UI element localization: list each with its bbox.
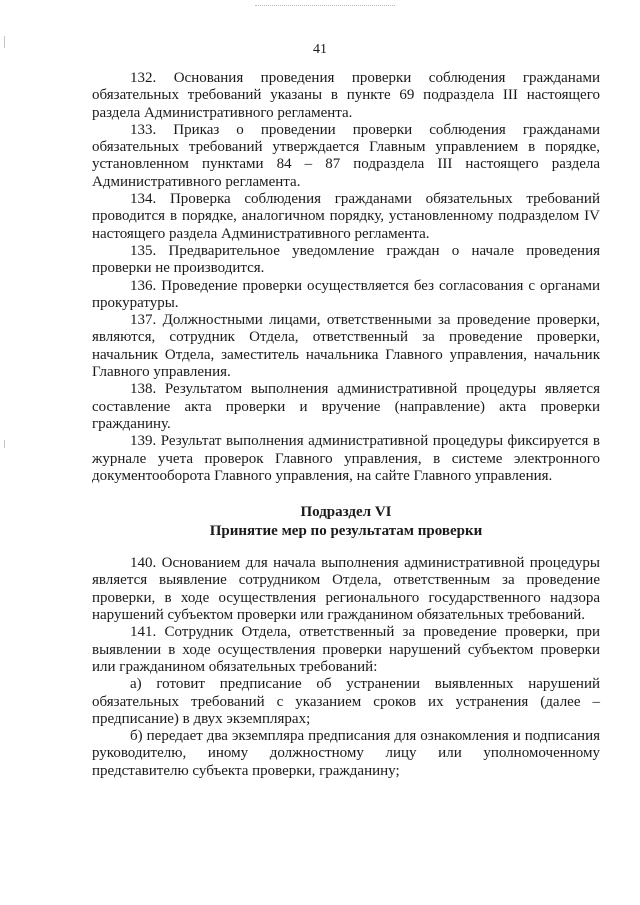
scan-artifact-top [255,5,395,8]
subsection-number: Подраздел VI [300,504,392,521]
scan-edge-mark [4,440,5,448]
subsection-heading [92,503,600,541]
paragraph-138: 138. Результатом выполнения административной процедуры является составление акта проверки и вручение (направление) акта проверки гражданину. [92,381,600,432]
paragraph-139: 139. Результат выполнения административной процедуры фиксируется в журнале учета проверок Главного управления, в системе электронного документооборота Главного управления, на сайте Главного управления. [92,433,600,484]
paragraph-136: 136. Проведение проверки осуществляется без согласования с органами прокуратуры. [92,277,600,311]
paragraph-140: 140. Основанием для начала выполнения административной процедуры является выявление сотрудником Отдела, ответственным за проведение проверки, в ходе осуществления регионального государственного надзора нарушений субъектом проверки или гражданином обязательных требований. [92,555,600,624]
paragraph-134: 134. Проверка соблюдения гражданами обязательных требований проводится в порядке, аналогичном порядку, установленному подразделом IV настоящего раздела Административного регламента. [92,191,600,242]
subsection-title: Принятие мер по результатам проверки [209,523,483,540]
paragraph-133: 133. Приказ о проведении проверки соблюдения гражданами обязательных требований утверждается Главным управлением в порядке, установленном пунктами 84 – 87 подраздела III настоящего раздела Административного регламента. [92,121,600,190]
paragraph-137: 137. Должностными лицами, ответственными за проведение проверки, являются, сотрудник Отдела, ответственный за проведение проверки, начальник Отдела, заместитель начальника Главного управления, начальник Главного управления. [92,312,600,381]
paragraph-141-a: а) готовит предписание об устранении выявленных нарушений обязательных требований с указанием сроков их устранения (далее – предписание) в двух экземплярах; [92,676,600,727]
paragraph-141: 141. Сотрудник Отдела, ответственный за проведение проверки, при выявлении в ходе осуществления проверки нарушений субъектом проверки или гражданином обязательных требований: [92,624,600,675]
paragraph-141-b: б) передает два экземпляра предписания для ознакомления и подписания руководителю, иному должностному лицу или уполномоченному представителю субъекта проверки, гражданину; [92,728,600,779]
document-body [92,70,600,780]
page-number: 41 [313,42,327,57]
paragraph-135: 135. Предварительное уведомление граждан о начале проведения проверки не производится. [92,242,600,277]
paragraph-132: 132. Основания проведения проверки соблюдения гражданами обязательных требований указаны в пункте 69 подраздела III настоящего раздела Административного регламента. [92,70,600,121]
